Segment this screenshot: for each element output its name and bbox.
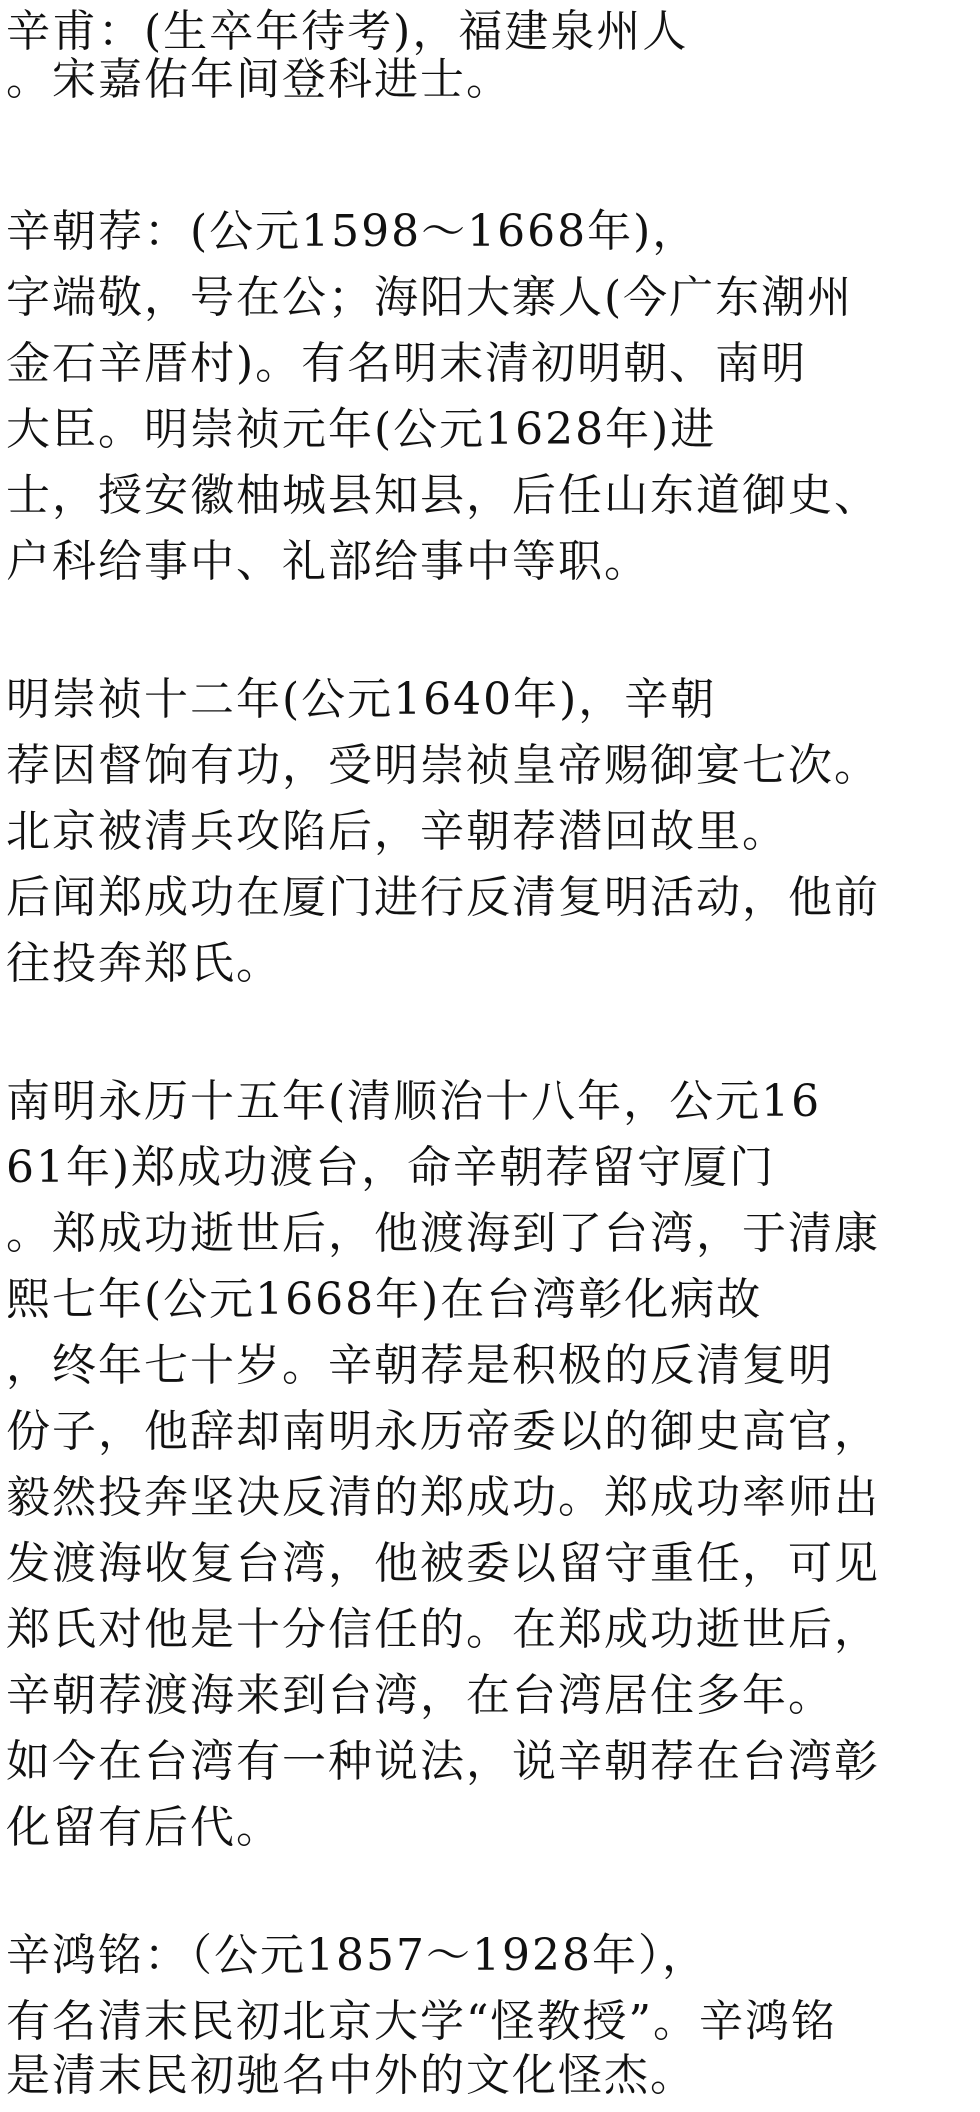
text-line: 士，授安徽柚城县知县，后任山东道御史、: [6, 470, 880, 521]
text-line: 如今在台湾有一种说法，说辛朝荐在台湾彰: [6, 1736, 880, 1787]
text-line: 辛甫：(生卒年待考)，福建泉州人: [6, 6, 689, 57]
text-line: 荐因督饷有功，受明崇祯皇帝赐御宴七次。: [6, 740, 880, 791]
text-line: 往投奔郑氏。: [6, 938, 282, 989]
text-line: 大臣。明崇祯元年(公元1628年)进: [6, 404, 717, 455]
text-line: 61年)郑成功渡台，命辛朝荐留守厦门: [6, 1142, 776, 1193]
text-line: 有名清末民初北京大学“怪教授”。辛鸿铭: [6, 1996, 837, 2047]
text-line: 金石辛厝村)。有名明末清初明朝、南明: [6, 338, 808, 389]
text-line: 字端敬，号在公；海阳大寨人(今广东潮州: [6, 272, 854, 323]
text-line: 明崇祯十二年(公元1640年)，辛朝: [6, 674, 717, 725]
text-line: 辛鸿铭：（公元1857～1928年），: [6, 1930, 708, 1981]
text-line: 辛朝荐：(公元1598～1668年)，: [6, 206, 699, 257]
text-line: 发渡海收复台湾，他被委以留守重任，可见: [6, 1538, 880, 1589]
text-line: 化留有后代。: [6, 1802, 282, 1853]
text-line: 后闻郑成功在厦门进行反清复明活动，他前: [6, 872, 880, 923]
text-line: 是清末民初驰名中外的文化怪杰。: [6, 2050, 696, 2101]
text-line: 毅然投奔坚决反清的郑成功。郑成功率师出: [6, 1472, 880, 1523]
text-line: 户科给事中、礼部给事中等职。: [6, 536, 650, 587]
text-line: 。宋嘉佑年间登科进士。: [6, 54, 512, 105]
text-line: ，终年七十岁。辛朝荐是积极的反清复明: [6, 1340, 834, 1391]
text-line: 辛朝荐渡海来到台湾，在台湾居住多年。: [6, 1670, 834, 1721]
text-line: 熙七年(公元1668年)在台湾彰化病故: [6, 1274, 763, 1325]
text-line: 郑氏对他是十分信任的。在郑成功逝世后，: [6, 1604, 880, 1655]
text-line: 南明永历十五年(清顺治十八年，公元16: [6, 1076, 822, 1127]
text-line: 份子，他辞却南明永历帝委以的御史高官，: [6, 1406, 880, 1457]
text-line: 北京被清兵攻陷后，辛朝荐潜回故里。: [6, 806, 788, 857]
text-line: 。郑成功逝世后，他渡海到了台湾，于清康: [6, 1208, 880, 1259]
